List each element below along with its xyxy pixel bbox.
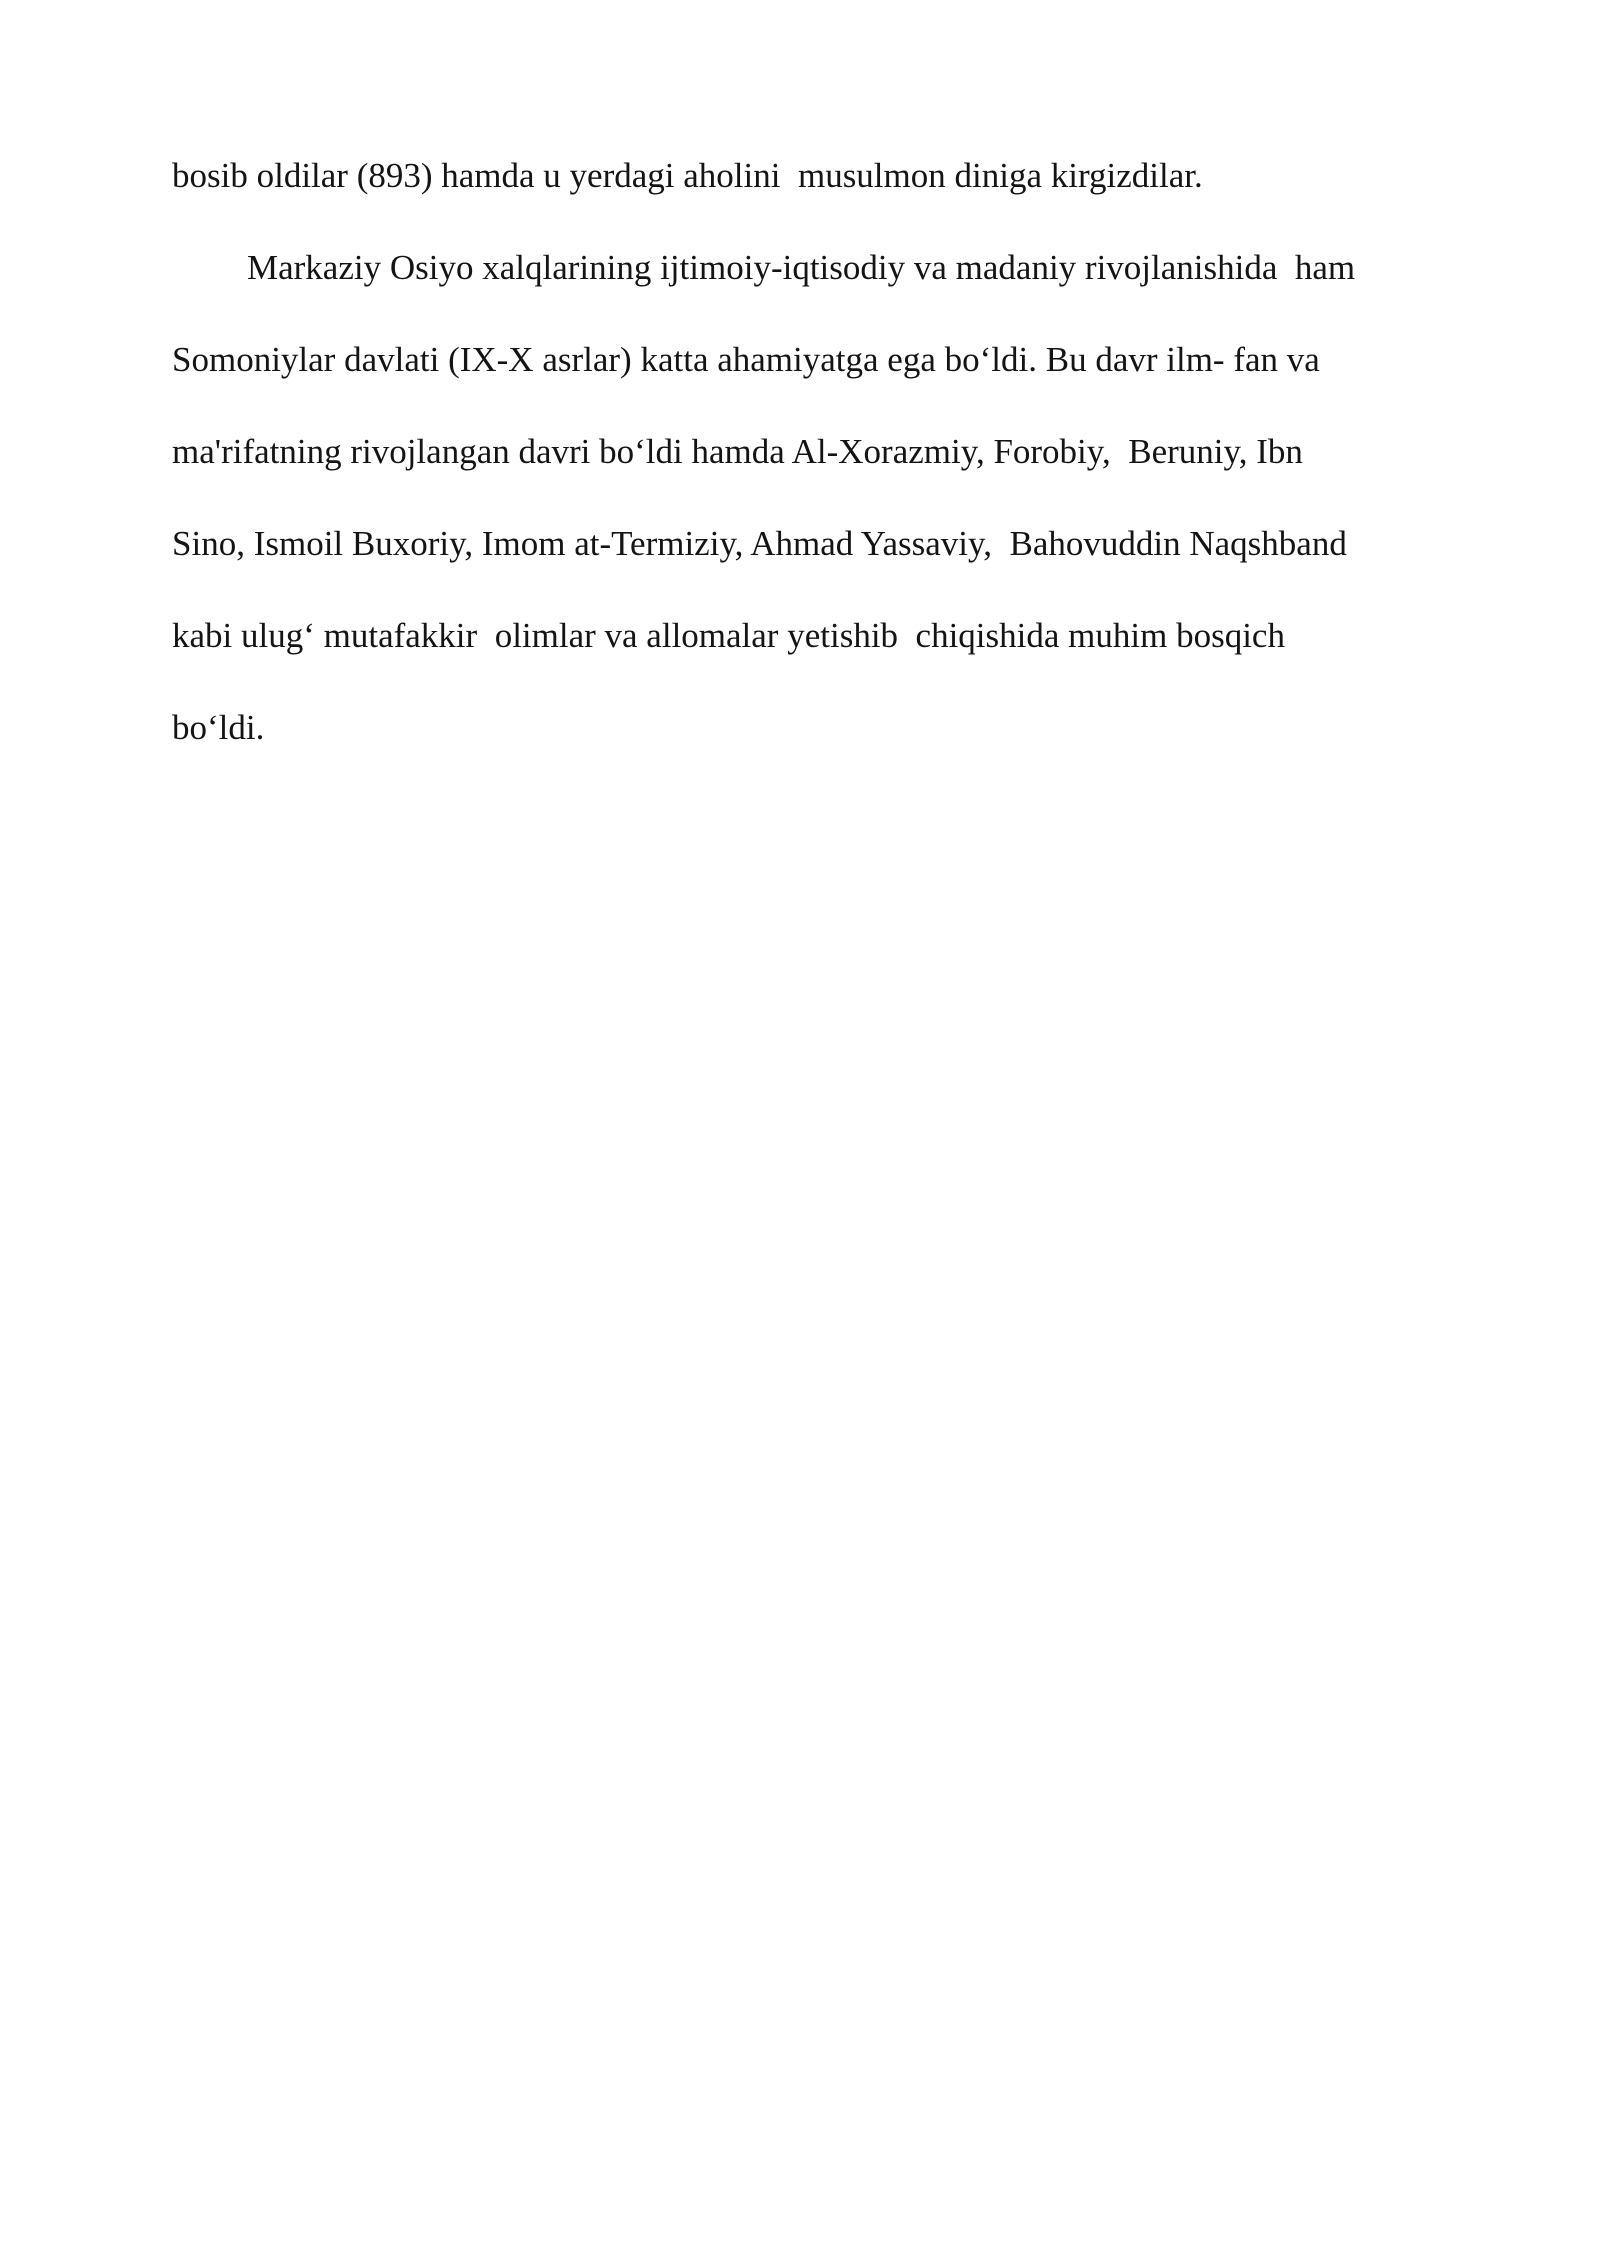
text-line: ma'rifatning rivojlangan davri bo‘ldi hamda Al-Xorazmiy, Forobiy, Beruniy, Ibn: [172, 432, 1303, 471]
text-line: bosib oldilar (893) hamda u yerdagi aholini musulmon diniga kirgizdilar.: [172, 156, 1203, 195]
text-line: kabi ulug‘ mutafakkir olimlar va allomalar yetishib chiqishida muhim bosqich: [172, 616, 1285, 655]
text-line: Sino, Ismoil Buxoriy, Imom at-Termiziy, Ahmad Yassaviy, Bahovuddin Naqshband: [172, 524, 1347, 563]
paragraph-first-line: Markaziy Osiyo xalqlarining ijtimoiy-iqtisodiy va madaniy rivojlanishida ham: [247, 248, 1356, 287]
text-line: bo‘ldi.: [172, 708, 265, 747]
text-line: Somoniylar davlati (IX-X asrlar) katta ahamiyatga ega bo‘ldi. Bu davr ilm- fan va: [172, 340, 1320, 379]
